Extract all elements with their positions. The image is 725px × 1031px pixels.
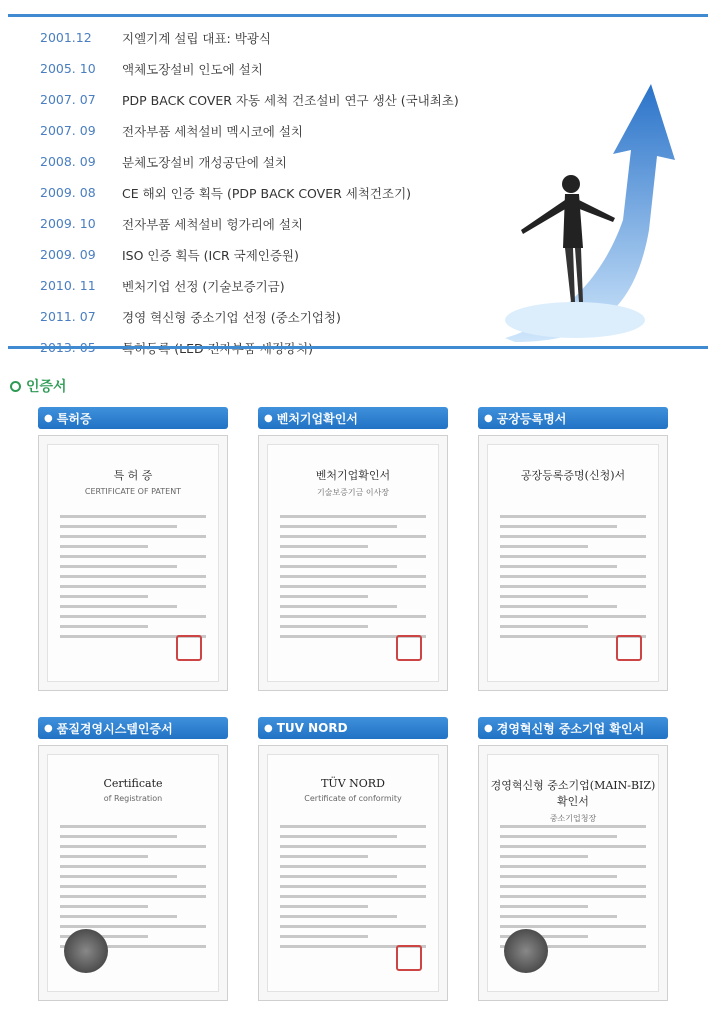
history-text: ISO 인증 획득 (ICR 국제인증원) bbox=[122, 247, 299, 263]
bullet-icon: ● bbox=[484, 412, 493, 424]
document-title: 특 허 증 bbox=[113, 469, 153, 482]
history-date: 2005. 10 bbox=[40, 61, 96, 76]
red-stamp-icon bbox=[616, 635, 642, 661]
circle-bullet-icon bbox=[10, 381, 21, 392]
certificate-header bbox=[38, 717, 228, 739]
certificate-thumbnail-frame bbox=[478, 435, 668, 691]
history-row bbox=[40, 270, 470, 301]
certificate-document-image[interactable] bbox=[487, 754, 659, 992]
growth-arrow-illustration bbox=[475, 80, 707, 342]
history-text: 액체도장설비 인도에 설치 bbox=[122, 61, 263, 77]
certificate-card[interactable] bbox=[478, 407, 668, 691]
section-label: 인증서 bbox=[26, 379, 67, 395]
certificate-label: TUV NORD bbox=[276, 721, 348, 735]
history-text: 지엘기계 설립 대표: 박광식 bbox=[122, 30, 271, 46]
bullet-icon: ● bbox=[264, 412, 273, 424]
official-seal-icon bbox=[64, 929, 108, 973]
history-row bbox=[40, 239, 470, 270]
history-date: 2007. 07 bbox=[40, 92, 96, 107]
certificate-label: 공장등록명서 bbox=[496, 411, 567, 426]
red-stamp-icon bbox=[396, 635, 422, 661]
bottom-divider bbox=[8, 346, 708, 349]
history-date: 2001.12 bbox=[40, 30, 92, 45]
bullet-icon: ● bbox=[264, 722, 273, 734]
bullet-icon: ● bbox=[44, 722, 53, 734]
certificate-thumbnail-frame bbox=[38, 435, 228, 691]
certificate-label: 경영혁신형 중소기업 확인서 bbox=[496, 721, 645, 736]
history-row bbox=[40, 115, 470, 146]
certificate-thumbnail-frame bbox=[478, 745, 668, 1001]
certificate-thumbnail-frame bbox=[38, 745, 228, 1001]
history-date: 2011. 07 bbox=[40, 309, 96, 324]
certificate-header bbox=[478, 717, 668, 739]
document-title: 벤처기업확인서 bbox=[315, 469, 391, 482]
history-text: 벤처기업 선정 (기술보증기금) bbox=[122, 278, 285, 294]
certificate-card[interactable] bbox=[478, 717, 668, 1001]
history-row bbox=[40, 22, 470, 53]
certificate-card[interactable] bbox=[38, 717, 228, 1001]
history-date: 2009. 10 bbox=[40, 216, 96, 231]
certificate-document-image[interactable] bbox=[267, 444, 439, 682]
certificate-thumbnail-frame bbox=[258, 745, 448, 1001]
official-seal-icon bbox=[504, 929, 548, 973]
top-divider bbox=[8, 14, 708, 17]
red-stamp-icon bbox=[176, 635, 202, 661]
history-date: 2008. 09 bbox=[40, 154, 96, 169]
certificate-label: 특허증 bbox=[56, 411, 92, 426]
document-title: Certificate bbox=[103, 777, 163, 790]
history-text: PDP BACK COVER 자동 세척 건조설비 연구 생산 (국내최초) bbox=[122, 92, 459, 108]
document-text-lines bbox=[280, 825, 426, 955]
document-text-lines bbox=[500, 515, 646, 645]
certificate-document-image[interactable] bbox=[267, 754, 439, 992]
certificate-card[interactable] bbox=[258, 407, 448, 691]
history-list bbox=[40, 22, 470, 363]
document-title: TÜV NORD bbox=[321, 777, 385, 790]
history-row bbox=[40, 177, 470, 208]
document-title: 경영혁신형 중소기업(MAIN-BIZ) 확인서 bbox=[490, 779, 656, 808]
document-subtitle: of Registration bbox=[103, 794, 163, 803]
certificate-header bbox=[258, 407, 448, 429]
certificate-thumbnail-frame bbox=[258, 435, 448, 691]
certificate-header bbox=[38, 407, 228, 429]
history-row bbox=[40, 84, 470, 115]
red-stamp-icon bbox=[396, 945, 422, 971]
history-row bbox=[40, 53, 470, 84]
certificate-document-image[interactable] bbox=[487, 444, 659, 682]
bullet-icon: ● bbox=[44, 412, 53, 424]
history-row bbox=[40, 208, 470, 239]
history-text: 분체도장설비 개성공단에 설치 bbox=[122, 154, 287, 170]
bullet-icon: ● bbox=[484, 722, 493, 734]
document-subtitle: CERTIFICATE OF PATENT bbox=[84, 487, 182, 496]
history-text: CE 해외 인증 획득 (PDP BACK COVER 세척건조기) bbox=[122, 185, 412, 201]
document-subtitle: 중소기업청장 bbox=[549, 814, 597, 823]
history-text: 전자부품 세척설비 헝가리에 설치 bbox=[122, 216, 303, 232]
history-date: 2009. 09 bbox=[40, 247, 96, 262]
document-subtitle: 기술보증기금 이사장 bbox=[316, 488, 390, 497]
certificate-document-image[interactable] bbox=[47, 444, 219, 682]
certificate-card[interactable] bbox=[38, 407, 228, 691]
document-text-lines bbox=[60, 515, 206, 645]
document-subtitle: Certificate of conformity bbox=[304, 794, 402, 803]
document-text-lines bbox=[280, 515, 426, 645]
history-date: 2007. 09 bbox=[40, 123, 96, 138]
certificate-label: 벤처기업확인서 bbox=[276, 411, 358, 426]
document-title: 공장등록증명(신청)서 bbox=[520, 469, 626, 482]
history-text: 전자부품 세척설비 멕시코에 설치 bbox=[122, 123, 303, 139]
history-date: 2009. 08 bbox=[40, 185, 96, 200]
certificate-card[interactable] bbox=[258, 717, 448, 1001]
history-row bbox=[40, 301, 470, 332]
history-row bbox=[40, 146, 470, 177]
history-date: 2010. 11 bbox=[40, 278, 96, 293]
certificates-section-title bbox=[10, 376, 67, 396]
certificate-document-image[interactable] bbox=[47, 754, 219, 992]
certificate-label: 품질경영시스템인증서 bbox=[56, 721, 173, 736]
history-text: 경영 혁신형 중소기업 선정 (중소기업청) bbox=[122, 309, 341, 325]
certificate-header bbox=[478, 407, 668, 429]
certificate-header bbox=[258, 717, 448, 739]
